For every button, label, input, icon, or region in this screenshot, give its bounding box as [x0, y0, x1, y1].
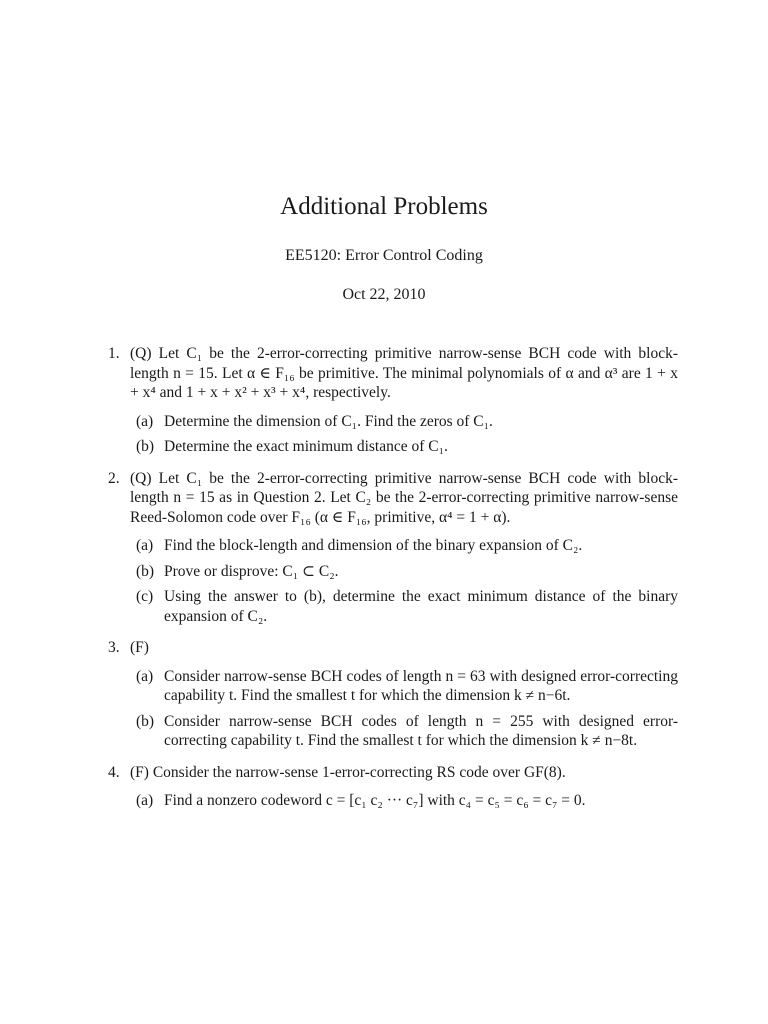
- subpart-text: Determine the dimension of C₁. Find the zeros of C₁.: [164, 412, 493, 430]
- problem-2: [108, 469, 678, 627]
- document-date: Oct 22, 2010: [342, 286, 426, 303]
- problem-number: 1.: [108, 345, 120, 362]
- problem-statement: (Q) Let C₁ be the 2-error-correcting primitive narrow-sense BCH code with block-length n = 15. Let α ∈ F₁₆ be primitive. The minimal polynomials of α and α³ are 1 + x + x⁴ and 1 + x + x² + x³ + x⁴, respectively.: [130, 345, 678, 401]
- subpart-text: Consider narrow-sense BCH codes of length n = 255 with designed error-correcting capability t. Find the smallest t for which the dimension k ≠ n−8t.: [164, 712, 678, 749]
- problem-list: [108, 344, 678, 823]
- subpart-list: [130, 667, 678, 751]
- subpart-list: [130, 791, 678, 811]
- subpart: [136, 791, 678, 811]
- subpart-text: Prove or disprove: C₁ ⊂ C₂.: [164, 562, 339, 580]
- subpart: [136, 712, 678, 751]
- problem-statement: (Q) Let C₁ be the 2-error-correcting primitive narrow-sense BCH code with block-length n = 15 as in Question 2. Let C₂ be the 2-error-correcting primitive narrow-sense Reed-Solomon code over F₁₆ (α ∈ F₁₆, primitive, α⁴ = 1 + α).: [130, 469, 678, 526]
- subpart: [136, 667, 678, 706]
- course-name: EE5120: Error Control Coding: [285, 247, 483, 264]
- problem-number: 2.: [108, 469, 120, 487]
- problem-statement: (F): [130, 639, 149, 656]
- subpart: [136, 437, 678, 457]
- document-title: Additional Problems: [280, 193, 488, 220]
- problem-number: 3.: [108, 639, 120, 656]
- subpart-label: (b): [136, 712, 155, 730]
- problem-4: [108, 763, 678, 811]
- subpart-text: Consider narrow-sense BCH codes of length n = 63 with designed error-correcting capability t. Find the smallest t for which the dimension k ≠ n−6t.: [164, 667, 678, 704]
- problem-statement: (F) Consider the narrow-sense 1-error-correcting RS code over GF(8).: [130, 763, 566, 781]
- subpart-list: [130, 412, 678, 457]
- subpart-list: [130, 536, 678, 626]
- subpart-label: (a): [136, 792, 154, 809]
- subpart-label: (b): [136, 438, 155, 455]
- subpart: [136, 412, 678, 432]
- subpart-label: (a): [136, 667, 154, 685]
- subpart: [136, 562, 678, 582]
- subpart-label: (a): [136, 412, 154, 430]
- subpart: [136, 536, 678, 556]
- subpart-text: Find a nonzero codeword c = [c₁ c₂ ··· c₇] with c₄ = c₅ = c₆ = c₇ = 0.: [164, 792, 586, 809]
- problem-3: [108, 638, 678, 751]
- subpart-text: Find the block-length and dimension of the binary expansion of C₂.: [164, 537, 583, 554]
- problem-1: [108, 344, 678, 457]
- subpart-label: (c): [136, 588, 154, 605]
- subpart-text: Determine the exact minimum distance of C₁.: [164, 438, 448, 455]
- subpart: [136, 587, 678, 626]
- subpart-label: (a): [136, 537, 154, 554]
- subpart-text: Using the answer to (b), determine the exact minimum distance of the binary expansion of C₂.: [164, 588, 678, 625]
- problem-number: 4.: [108, 763, 120, 781]
- subpart-label: (b): [136, 562, 155, 580]
